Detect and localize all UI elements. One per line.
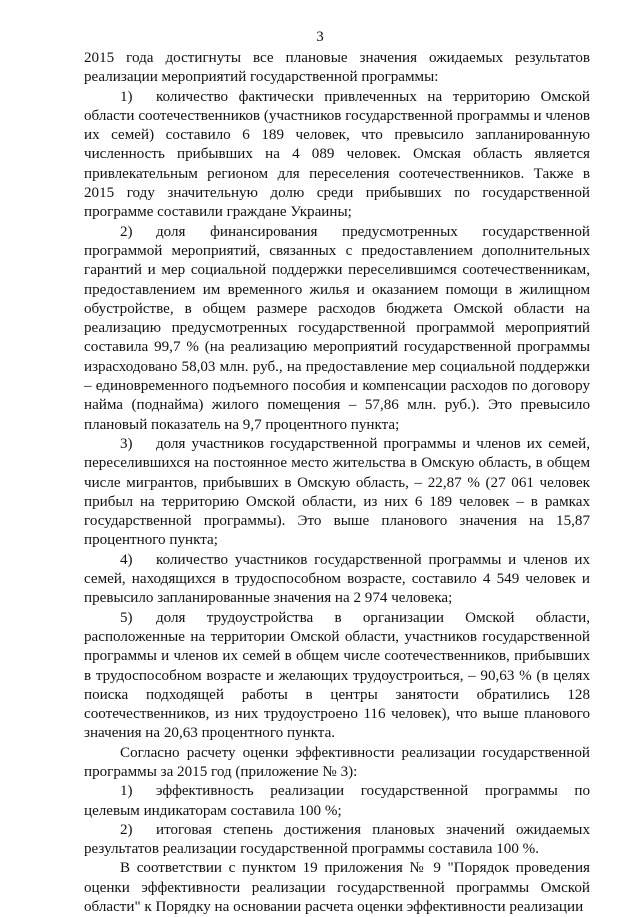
paragraph-intro: 2015 года достигнуты все плановые значения ожидаемых результатов реализации мероприятий государственной программы:	[84, 50, 590, 86]
list-item-text: доля участников государственной программы и членов их семей, переселившихся на постоянное место жительства в Омскую область, в общем числе мигрантов, прибывших в Омскую область, – 22,87 % (27 061 человек прибыл на территорию Омской области, из них 6 189 человек – в рамках государственной программы). Это выше планового значения на 15,87 процентного пункта;	[84, 435, 590, 549]
paragraph-conclusion: В соответствии с пунктом 19 приложения № 9 "Порядок проведения оценки эффективности реализации государственной программы Омской области" к Порядку на основании расчета оценки эффективности реализации	[84, 860, 590, 916]
list-item-number: 1)	[120, 88, 133, 105]
list-item-number: 1)	[120, 783, 133, 800]
list-item-text: итоговая степень достижения плановых значений ожидаемых результатов реализации государственной программы составила 100 %.	[84, 821, 590, 858]
document-body	[84, 49, 590, 917]
list-item-text: количество участников государственной программы и членов их семей, находящихся в трудоспособном возрасте, составило 4 549 человек и превысило запланированные значения на 2 974 человека;	[84, 551, 590, 607]
list-item	[84, 551, 590, 609]
list-item-number: 4)	[120, 551, 133, 568]
page-number: 3	[316, 29, 324, 45]
list-item-text: доля финансирования предусмотренных государственной программой мероприятий, связанных с предоставлением дополнительных гарантий и мер социальной поддержки переселившимся соотечественникам, предоставлением им временного жилья и оказанием помощи в жилищном обустройстве, в общем размере расходов бюджета Омской области на реализацию предусмотренных государственной программой мероприятий составила 99,7 % (на реализацию мероприятий государственной программы израсходовано 58,03 млн. руб., на предоставление мер социальной поддержки – единовременного подъемного пособия и компенсации расходов по договору найма (поднайма) жилого помещения – 57,86 млн. руб.). Это превысило плановый показатель на 9,7 процентного пункта;	[84, 223, 590, 433]
list-item	[84, 782, 590, 821]
paragraph-evaluation: Согласно расчету оценки эффективности реализации государственной программы за 2015 год (приложение № 3):	[84, 744, 590, 780]
list-item	[84, 821, 590, 860]
list-item-text: количество фактически привлеченных на территорию Омской области соотечественников (участников государственной программы и членов их семей) составило 6 189 человек, что превысило запланированную численность прибывших на 4 089 человек. Омская область является привлекательным регионом для переселения соотечественников. Также в 2015 году значительную долю среди прибывших по государственной программе составили граждане Украины;	[84, 88, 590, 221]
list-item	[84, 609, 590, 744]
list-item	[84, 223, 590, 435]
list-item	[84, 88, 590, 223]
list-item-text: доля трудоустройства в организации Омской области, расположенные на территории Омской области, участников государственной программы и членов их семей в общем числе соотечественников, прибывших в трудоспособном возрасте и желающих трудоустроиться, – 90,63 % (в целях поиска подходящей работы в центры занятости обратились 128 соотечественников, из них трудоустроено 116 человек), что выше планового значения на 20,63 процентного пункта.	[84, 609, 590, 742]
list-item	[84, 435, 590, 551]
list-item-number: 2)	[120, 821, 133, 838]
list-item-text: эффективность реализации государственной программы по целевым индикаторам составила 100 %;	[84, 783, 590, 819]
list-item-number: 2)	[120, 223, 133, 240]
list-item-number: 3)	[120, 435, 133, 452]
list-item-number: 5)	[120, 609, 133, 626]
